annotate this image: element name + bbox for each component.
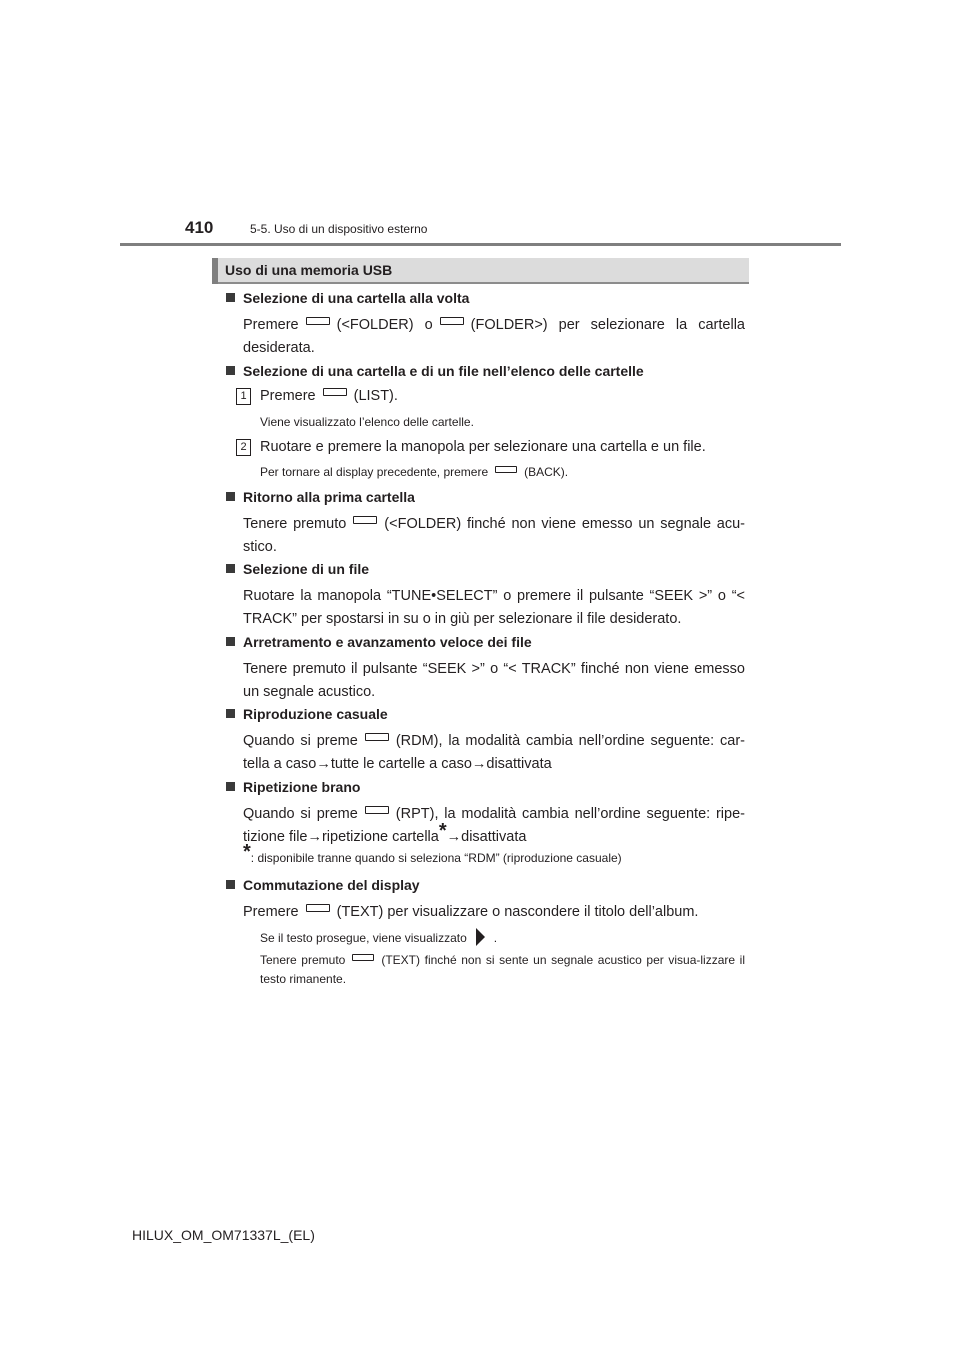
step-number-1: 1 bbox=[236, 388, 251, 405]
page-number: 410 bbox=[185, 218, 214, 237]
step-1-text: Premere (LIST). bbox=[260, 388, 398, 404]
paragraph-display-switch: Premere (TEXT) per visualizzare o nascondere il titolo dell’album. bbox=[243, 904, 699, 920]
heading-file-select: Selezione di un file bbox=[226, 561, 369, 577]
heading-repeat: Ripetizione brano bbox=[226, 779, 360, 795]
step-2-note: Per tornare al display precedente, premere (BACK). bbox=[260, 465, 569, 479]
note-hold-text: Tenere premuto (TEXT) finché non si sente un segnale acustico per visua-lizzare il testo rimanente. bbox=[260, 953, 746, 986]
heading-random-play: Riproduzione casuale bbox=[226, 706, 388, 722]
button-icon bbox=[323, 388, 347, 396]
section-title-bar bbox=[212, 258, 749, 284]
note-text-continues: Se il testo prosegue, viene visualizzato . bbox=[260, 928, 745, 948]
step-2-text: Ruotare e premere la manopola per selezionare una cartella e un file. bbox=[260, 439, 706, 455]
paragraph-folder-select: Premere (<FOLDER) o (FOLDER>) per selezionare la cartella desiderata. bbox=[243, 317, 745, 356]
arrow-right-icon bbox=[476, 928, 485, 946]
footnote: *: disponibile tranne quando si seleziona “RDM” (riproduzione casuale) bbox=[243, 841, 622, 865]
heading-folder-list: Selezione di una cartella e di un file nell’elenco delle cartelle bbox=[226, 363, 644, 379]
bullet-square-icon bbox=[226, 782, 235, 791]
bullet-square-icon bbox=[226, 637, 235, 646]
button-icon bbox=[440, 317, 464, 325]
footnote-star: * bbox=[243, 841, 251, 863]
button-icon bbox=[353, 516, 377, 524]
bullet-square-icon bbox=[226, 709, 235, 718]
button-icon bbox=[495, 466, 517, 473]
paragraph-random-play: Quando si preme (RDM), la modalità cambia nell’ordine seguente: car-tella a caso→tutte le cartelle a caso→disattivata bbox=[243, 733, 746, 772]
bullet-square-icon bbox=[226, 492, 235, 501]
paragraph-repeat: Quando si preme (RPT), la modalità cambia nell’ordine seguente: ripe-tizione file→ripetizione cartella*→disattivata bbox=[243, 806, 745, 845]
step-1-note: Viene visualizzato l’elenco delle cartelle. bbox=[260, 415, 474, 429]
button-icon bbox=[352, 954, 374, 961]
button-icon bbox=[306, 317, 330, 325]
bullet-square-icon bbox=[226, 564, 235, 573]
chapter-header: 5-5. Uso di un dispositivo esterno bbox=[250, 222, 428, 236]
heading-fast-forward: Arretramento e avanzamento veloce dei file bbox=[226, 634, 532, 650]
section-accent bbox=[212, 258, 218, 284]
footnote-marker: * bbox=[438, 820, 447, 842]
section-title: Uso di una memoria USB bbox=[225, 262, 393, 278]
header-rule bbox=[120, 243, 841, 246]
bullet-square-icon bbox=[226, 366, 235, 375]
paragraph-first-folder: Tenere premuto (<FOLDER) finché non viene emesso un segnale acu-stico. bbox=[243, 516, 745, 555]
heading-display-switch: Commutazione del display bbox=[226, 877, 420, 893]
paragraph-file-select: Ruotare la manopola “TUNE•SELECT” o premere il pulsante “SEEK >” o “< TRACK” per spostarsi in su o in giù per selezionare il file desiderato. bbox=[243, 588, 745, 627]
heading-folder-one-at-a-time: Selezione di una cartella alla volta bbox=[226, 290, 469, 306]
bullet-square-icon bbox=[226, 293, 235, 302]
step-number-2: 2 bbox=[236, 439, 251, 456]
button-icon bbox=[365, 733, 389, 741]
footer-code: HILUX_OM_OM71337L_(EL) bbox=[132, 1227, 315, 1243]
bullet-square-icon bbox=[226, 880, 235, 889]
button-icon bbox=[306, 904, 330, 912]
paragraph-fast-forward: Tenere premuto il pulsante “SEEK >” o “< TRACK” finché non viene emesso un segnale acustico. bbox=[243, 661, 745, 700]
heading-first-folder: Ritorno alla prima cartella bbox=[226, 489, 415, 505]
button-icon bbox=[365, 806, 389, 814]
